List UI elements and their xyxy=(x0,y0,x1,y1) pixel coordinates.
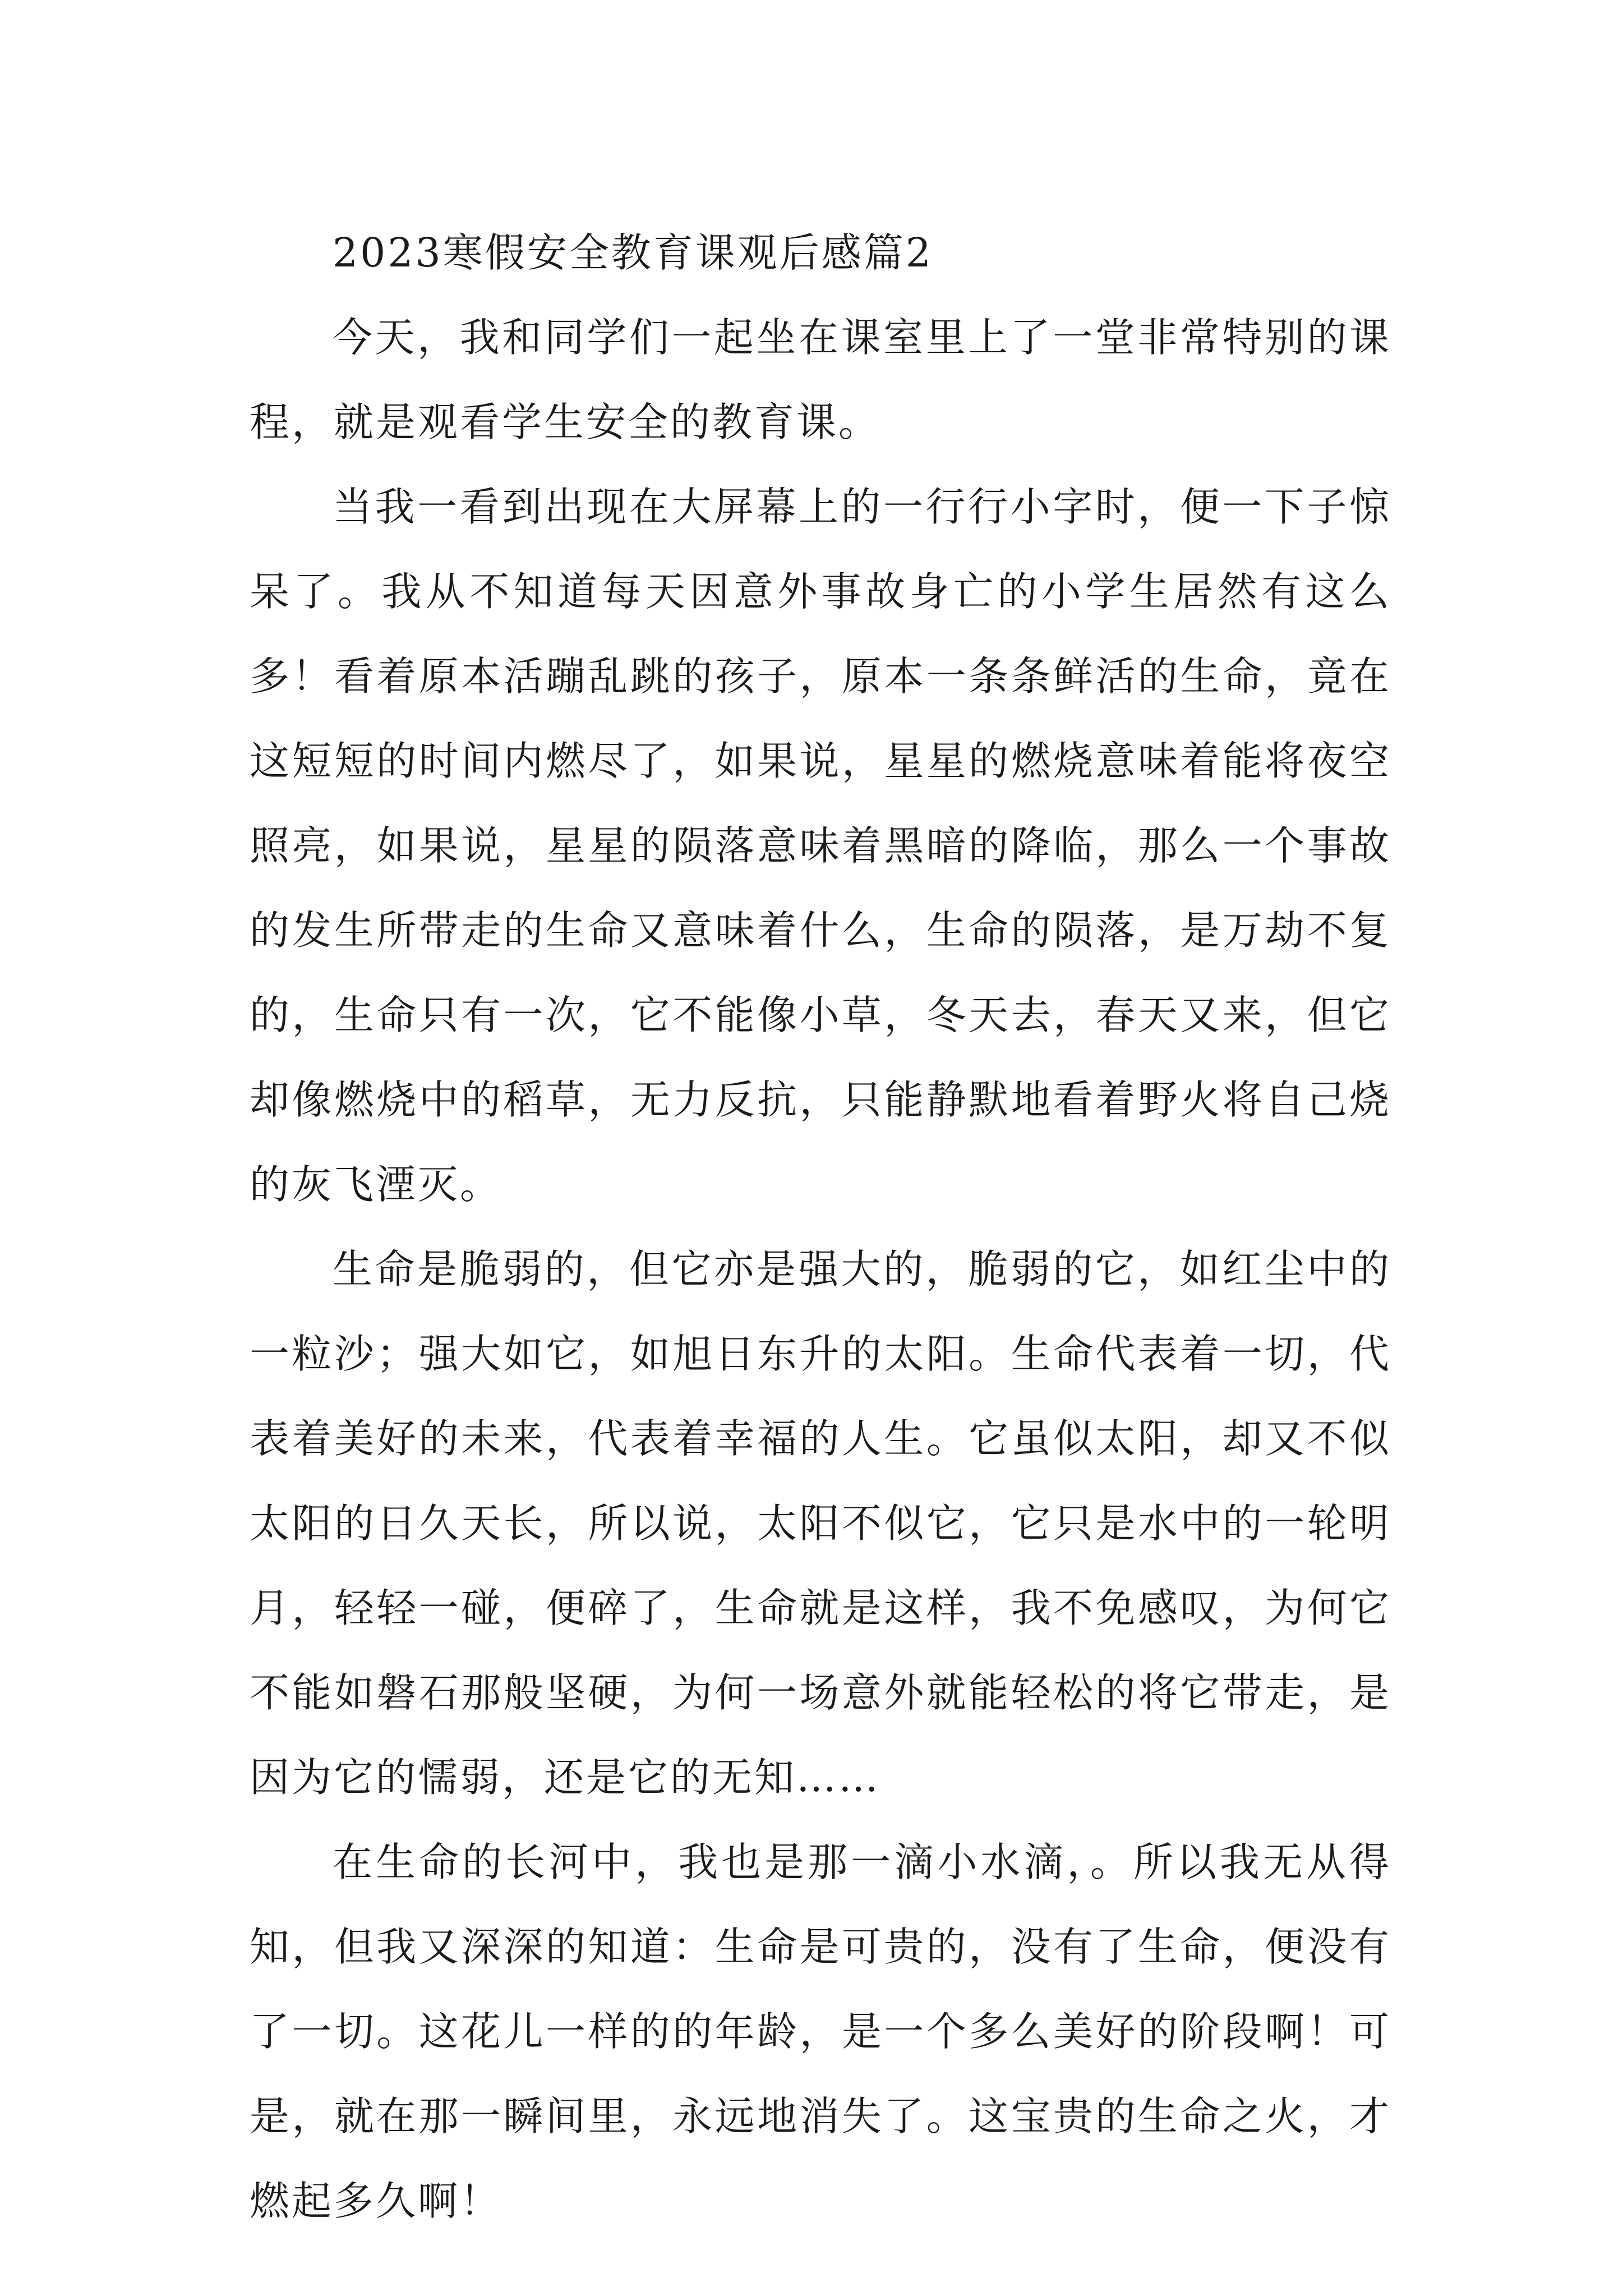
paragraph-4: 在生命的长河中，我也是那一滴小水滴，。所以我无从得知，但我又深深的知道：生命是可贵的，没有了生命，便没有了一切。这花儿一样的的年龄，是一个多么美好的阶段啊！可是，就在那一瞬间里，永远地消失了。这宝贵的生命之火，才燃起多久啊！ xyxy=(250,1839,1391,2224)
paragraph-1: 今天，我和同学们一起坐在课室里上了一堂非常特别的课程，就是观看学生安全的教育课。 xyxy=(250,314,1391,445)
document-body xyxy=(250,210,1391,2243)
document-title: 2023寒假安全教育课观后感篇2 xyxy=(333,229,933,276)
paragraph-2: 当我一看到出现在大屏幕上的一行行小字时，便一下子惊呆了。我从不知道每天因意外事故身亡的小学生居然有这么多！看着原本活蹦乱跳的孩子，原本一条条鲜活的生命，竟在这短短的时间内燃尽了，如果说，星星的燃烧意味着能将夜空照亮，如果说，星星的陨落意味着黑暗的降临，那么一个事故的发生所带走的生命又意味着什么，生命的陨落，是万劫不复的，生命只有一次，它不能像小草，冬天去，春天又来，但它却像燃烧中的稻草，无力反抗，只能静默地看着野火将自己烧的灰飞湮灭。 xyxy=(250,484,1391,1208)
paragraph-3: 生命是脆弱的，但它亦是强大的，脆弱的它，如红尘中的一粒沙；强大如它，如旭日东升的太阳。生命代表着一切，代表着美好的未来，代表着幸福的人生。它虽似太阳，却又不似太阳的日久天长，所以说，太阳不似它，它只是水中的一轮明月，轻轻一碰，便碎了，生命就是这样，我不免感叹，为何它不能如磐石那般坚硬，为何一场意外就能轻松的将它带走，是因为它的懦弱，还是它的无知…… xyxy=(250,1246,1391,1801)
